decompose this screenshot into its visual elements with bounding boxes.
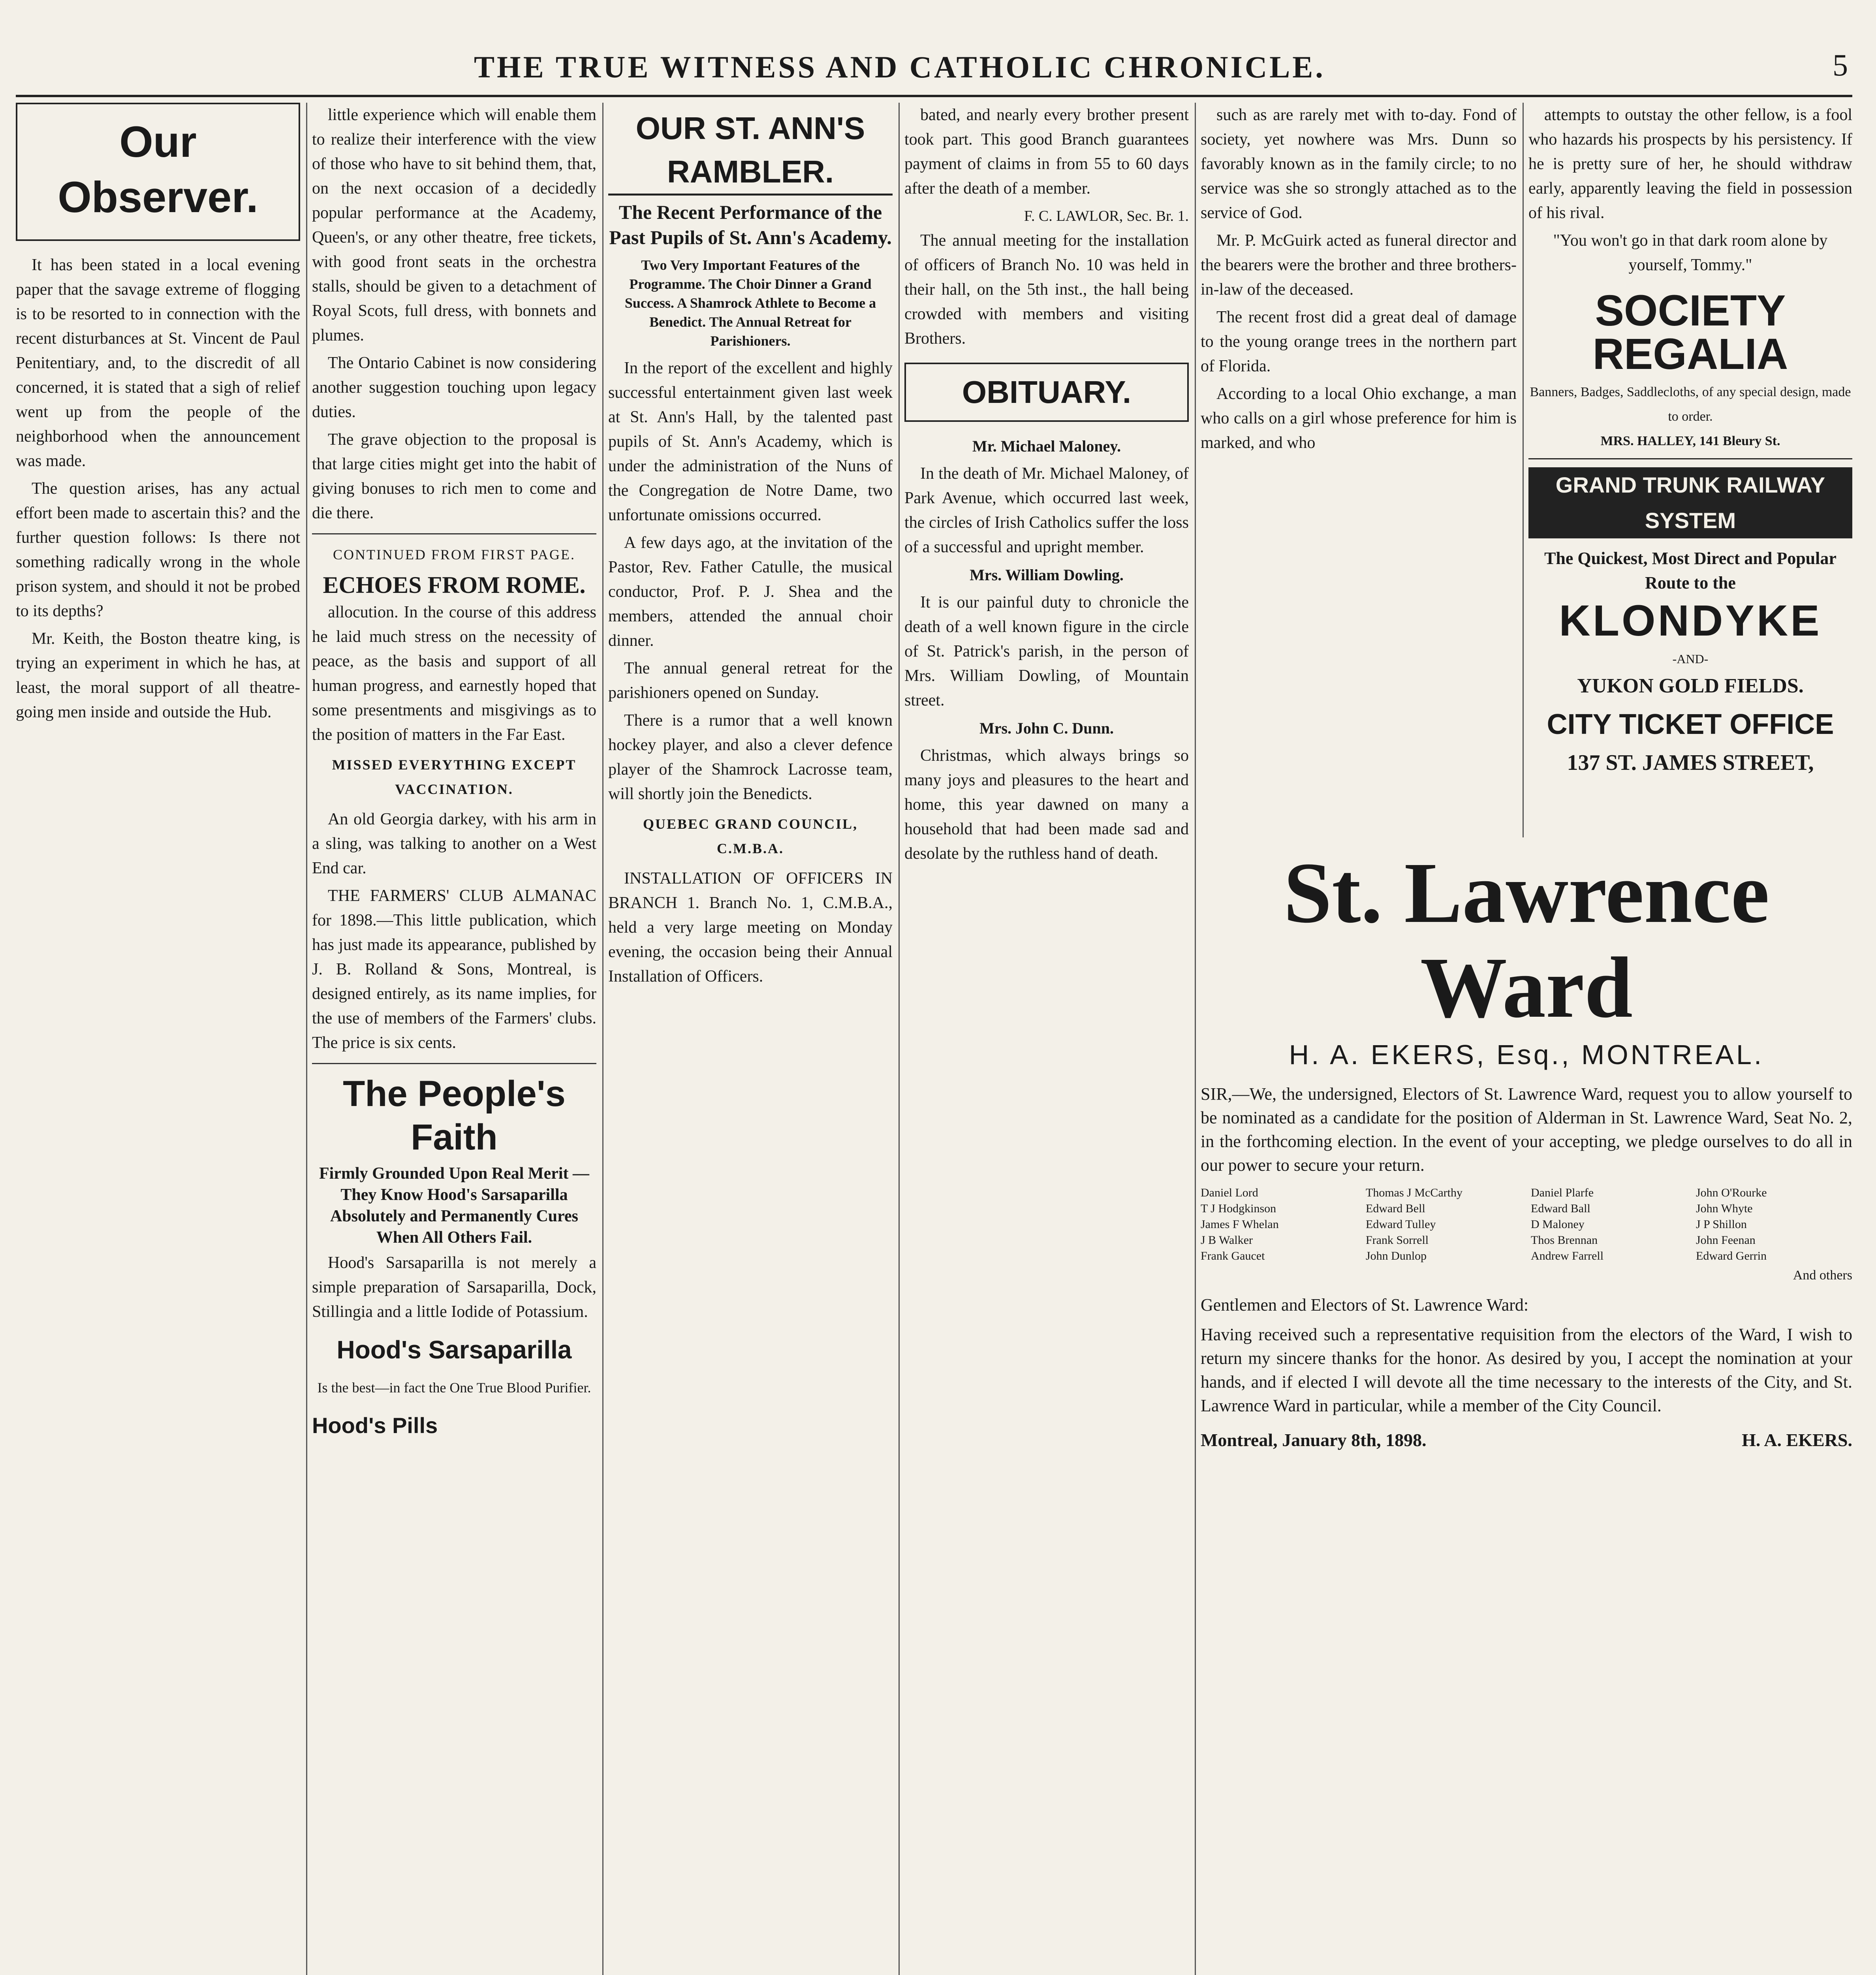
column-divider	[602, 103, 603, 1975]
column-4	[904, 103, 1189, 1975]
hoods-pills: Hood's Pills	[312, 1413, 438, 1438]
ad-paragraph: Hood's Sarsaparilla is not merely a simple preparation of Sarsaparilla, Dock, Stillingia and a little Iodide of Potassium.	[312, 1254, 596, 1321]
divider	[312, 533, 596, 534]
signatory: Edward Ball	[1531, 1202, 1590, 1215]
regalia-maker: MRS. HALLEY, 141 Bleury St.	[1528, 429, 1852, 459]
signatory: Daniel Plarfe	[1531, 1186, 1594, 1199]
signatory: D Maloney	[1531, 1218, 1585, 1231]
ward-reply: Having received such a representative requisition from the electors of the Ward, I wish to return my sincere thanks for the honor. As desired by you, I accept the nomination at your hands, and if elected I will devote all the time necessary to the interests of the City, and St. Lawrence Ward in particular, while a member of the City Council.	[1201, 1325, 1852, 1415]
klondyke-heading: KLONDYKE	[1559, 596, 1822, 645]
signatory: Edward Bell	[1366, 1202, 1425, 1215]
column-divider	[306, 103, 307, 1975]
grand-trunk-heading: GRAND TRUNK RAILWAY SYSTEM	[1528, 467, 1852, 538]
obituary-heading: OBITUARY.	[904, 363, 1189, 422]
signatory: John O'Rourke	[1696, 1186, 1767, 1199]
article-paragraph: little experience which will enable them to realize their interference with the view of those who have to sit behind them, that, on the next occasion of a decidedly popular performance at the Academy, Queen's, or any other theatre, free tickets, with good front seats in the orchestra stalls, should be given to a detachment of Royal Scots, full dress, with bonnets and plumes.	[312, 106, 596, 344]
column-1	[16, 103, 300, 1975]
signature: F. C. LAWLOR, Sec. Br. 1.	[1024, 208, 1189, 224]
column-divider	[1195, 103, 1196, 1975]
our-observer-box	[16, 103, 300, 241]
article-paragraph: The annual meeting for the installation of officers of Branch No. 10 was held in their hall, on the 5th inst., the hall being crowded with members and visiting Brothers.	[904, 231, 1189, 348]
article-paragraph: An old Georgia darkey, with his arm in a sling, was talking to another on a West End car.	[312, 810, 596, 877]
masthead	[0, 0, 1876, 99]
signatory: John Feenan	[1696, 1234, 1756, 1247]
article-paragraph: bated, and nearly every brother present took part. This good Branch guarantees payment of claims in from 55 to 60 days after the death of a member.	[904, 106, 1189, 198]
ward-date: Montreal, January 8th, 1898.	[1201, 1430, 1427, 1450]
ward-title: St. Lawrence Ward	[1283, 845, 1770, 1036]
and-others: And others	[1793, 1268, 1852, 1283]
signatory: J B Walker	[1201, 1234, 1253, 1247]
signatory-column	[1201, 1185, 1357, 1264]
ward-letter: SIR,—We, the undersigned, Electors of St. Lawrence Ward, request you to allow yourself to be nominated as a candidate for the position of Alderman in St. Lawrence Ward, Seat No. 2, in the forthcoming election. In the event of your accepting, we pledge ourselves to do all in our power to secure your return.	[1201, 1084, 1852, 1175]
article-paragraph: In the death of Mr. Michael Maloney, of Park Avenue, which occurred last week, the circles of Irish Catholics suffer the loss of a successful and upright member.	[904, 465, 1189, 556]
article-paragraph: The Ontario Cabinet is now considering another suggestion touching upon legacy duties.	[312, 354, 596, 421]
signatory: Thos Brennan	[1531, 1234, 1598, 1247]
signatory-column	[1366, 1185, 1522, 1264]
signatory: Frank Sorrell	[1366, 1234, 1429, 1247]
quote: "You won't go in that dark room alone by yourself, Tommy."	[1553, 231, 1828, 274]
society-regalia-heading: SOCIETY REGALIA	[1592, 286, 1788, 378]
signatory: John Whyte	[1696, 1202, 1753, 1215]
obit-name: Mrs. William Dowling.	[970, 566, 1124, 584]
page-number: 5	[1833, 48, 1848, 82]
column-2	[312, 103, 596, 1975]
article-paragraph: In the report of the excellent and highly successful entertainment given last week at St. Ann's Hall, by the talented past pupils of St. Ann's Academy, which is under the administration of the Nuns of the Congregation de Notre Dame, two unfortunate omissions occurred.	[608, 359, 893, 524]
missed-heading: MISSED EVERYTHING EXCEPT VACCINATION.	[332, 757, 577, 797]
article-paragraph: allocution. In the course of this address he laid much stress on the necessity of peace, as the basis and support of all human progress, and earnestly hoped that some presentments and misgivings as to the position of matters in the Far East.	[312, 603, 596, 744]
newspaper-title: THE TRUE WITNESS AND CATHOLIC CHRONICLE.	[474, 50, 1325, 84]
hoods-tagline: Is the best—in fact the One True Blood Purifier.	[317, 1380, 591, 1396]
rambler-deck: Two Very Important Features of the Programme. The Choir Dinner a Grand Success. A Shamrock Athlete to Become a Benedict. The Annual Retreat for Parishioners.	[624, 257, 876, 349]
signatory-column	[1696, 1185, 1852, 1264]
top-rule	[16, 95, 1852, 97]
regalia-body: Banners, Badges, Saddlecloths, of any special design, made to order.	[1530, 385, 1851, 424]
signatory: James F Whelan	[1201, 1218, 1279, 1231]
rambler-heading: OUR ST. ANN'S RAMBLER.	[608, 107, 893, 196]
article-paragraph: such as are rarely met with to-day. Fond of society, yet nowhere was Mrs. Dunn so favorably known as in the family circle; to no service was she so strongly attached as to the service of God.	[1201, 106, 1517, 222]
signatory: Daniel Lord	[1201, 1186, 1258, 1199]
signatory-column	[1531, 1185, 1687, 1264]
qgc-heading: QUEBEC GRAND COUNCIL, C.M.B.A.	[643, 816, 858, 856]
ward-candidate: H. A. EKERS, Esq., MONTREAL.	[1289, 1039, 1764, 1070]
obit-name: Mr. Michael Maloney.	[972, 437, 1121, 455]
article-paragraph: The recent frost did a great deal of damage to the young orange trees in the northern part of Florida.	[1201, 308, 1517, 375]
obit-name: Mrs. John C. Dunn.	[979, 719, 1114, 737]
ward-signatories	[1201, 1185, 1852, 1264]
column-divider	[899, 103, 900, 1975]
article-paragraph: A few days ago, at the invitation of the Pastor, Rev. Father Catulle, the musical conductor, Prof. P. J. Shea and the members, attended the annual choir dinner.	[608, 534, 893, 650]
article-paragraph: Christmas, which always brings so many joys and pleasures to the heart and home, this year dawned on many a household that had been made sad and desolate by the ruthless hand of death.	[904, 747, 1189, 863]
signatory: John Dunlop	[1366, 1249, 1427, 1262]
peoples-faith-heading: The People's Faith	[343, 1074, 566, 1157]
article-paragraph: According to a local Ohio exchange, a man who calls on a girl whose preference for him is marked, and who	[1201, 385, 1517, 452]
ward-signature: H. A. EKERS.	[1742, 1430, 1852, 1450]
signatory: T J Hodgkinson	[1201, 1202, 1276, 1215]
column-3	[608, 103, 893, 1975]
article-paragraph: It is our painful duty to chronicle the death of a well known figure in the circle of St. Patrick's parish, in the person of Mrs. William Dowling, of Mountain street.	[904, 593, 1189, 709]
peoples-faith-subheading: Firmly Grounded Upon Real Merit —They Know Hood's Sarsaparilla Absolutely and Permanently Cures When All Others Fail.	[319, 1164, 590, 1247]
ward-footer	[1201, 1430, 1852, 1450]
signatory: Edward Tulley	[1366, 1218, 1436, 1231]
ticket-address: 137 ST. JAMES STREET,	[1567, 750, 1814, 775]
hoods-sarsaparilla-heading: Hood's Sarsaparilla	[336, 1335, 572, 1364]
our-observer-heading: Our Observer.	[58, 118, 258, 222]
rambler-subheading: The Recent Performance of the Past Pupils of St. Ann's Academy.	[609, 201, 892, 248]
article-paragraph: The question arises, has any actual effort been made to ascertain this? and the further question follows: Is there not something radically wrong in the whole prison system, and should it not be probed to its depths?	[16, 480, 300, 620]
signatory: Andrew Farrell	[1531, 1249, 1604, 1262]
column-divider	[1523, 103, 1524, 837]
ward-closing: Gentlemen and Electors of St. Lawrence Ward:	[1201, 1295, 1529, 1315]
article-paragraph: THE FARMERS' CLUB ALMANAC for 1898.—This little publication, which has just made its appearance, published by J. B. Rolland & Sons, Montreal, is designed entirely, as its name implies, for the use of members of the Farmers' clubs. The price is six cents.	[312, 887, 596, 1052]
divider	[312, 1063, 596, 1064]
st-lawrence-ward-ad	[1201, 845, 1852, 1833]
signatory: Frank Gaucet	[1201, 1249, 1265, 1262]
article-paragraph: There is a rumor that a well known hockey player, and also a clever defence player of the Shamrock Lacrosse team, will shortly join the Benedicts.	[608, 711, 893, 803]
signatory: J P Shillon	[1696, 1218, 1747, 1231]
article-paragraph: attempts to outstay the other fellow, is a fool who hazards his prospects by his persistency. If he is pretty sure of her, he should withdraw early, apparently leaving the field in possession of his rival.	[1528, 106, 1852, 222]
article-paragraph: It has been stated in a local evening paper that the savage extreme of flogging is to be resorted to in connection with the recent disturbances at St. Vincent de Paul Penitentiary, and, to the discredit of all concerned, it is stated that a sigh of relief went up from the people of the neighborhood when the announcement was made.	[16, 256, 300, 470]
article-paragraph: The annual general retreat for the parishioners opened on Sunday.	[608, 659, 893, 702]
echoes-heading: ECHOES FROM ROME.	[323, 572, 586, 598]
signatory: Thomas J McCarthy	[1366, 1186, 1462, 1199]
yukon-heading: YUKON GOLD FIELDS.	[1577, 675, 1804, 697]
article-paragraph: Mr. Keith, the Boston theatre king, is trying an experiment in which he has, at least, the moral support of all theatre-going men inside and outside the Hub.	[16, 630, 300, 721]
article-paragraph: INSTALLATION OF OFFICERS IN BRANCH 1. Branch No. 1, C.M.B.A., held a very large meeting on Monday evening, the occasion being their Annual Installation of Officers.	[608, 869, 893, 986]
continued-note: CONTINUED FROM FIRST PAGE.	[333, 547, 576, 562]
article-paragraph: The grave objection to the proposal is that large cities might get into the habit of giving bonuses to rich men to come and die there.	[312, 431, 596, 522]
article-paragraph: Mr. P. McGuirk acted as funeral director and the bearers were the brother and three brothers-in-law of the deceased.	[1201, 231, 1517, 299]
city-ticket-office: CITY TICKET OFFICE	[1547, 709, 1834, 740]
grand-trunk-sub: The Quickest, Most Direct and Popular Route to the	[1544, 549, 1837, 592]
column-6	[1528, 103, 1852, 837]
column-5	[1201, 103, 1517, 837]
signatory: Edward Gerrin	[1696, 1249, 1767, 1262]
and-text: -AND-	[1672, 652, 1709, 666]
